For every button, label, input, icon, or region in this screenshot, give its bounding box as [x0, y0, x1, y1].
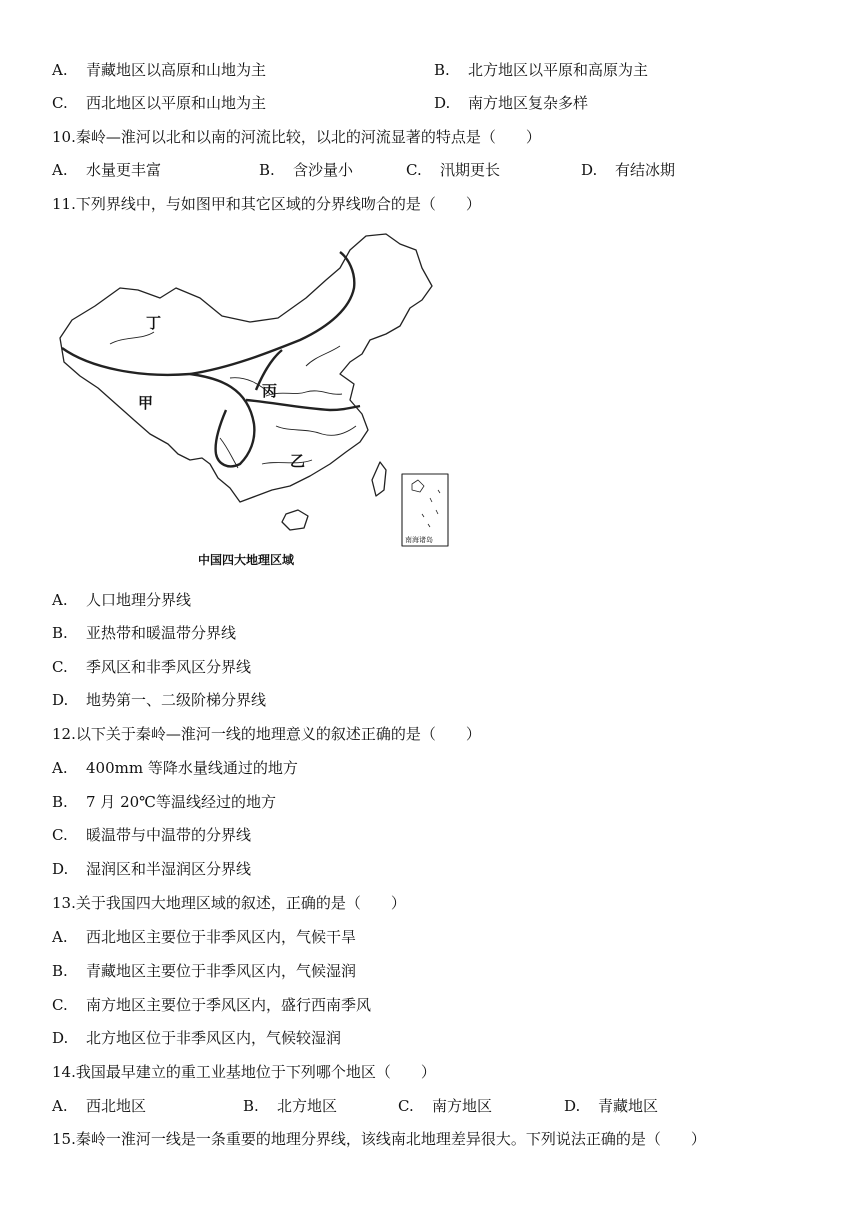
option-text: 汛期更长: [440, 161, 501, 179]
option-text: 北方地区位于非季风区内，气候较湿润: [86, 1029, 342, 1047]
option-label: D.: [52, 1029, 69, 1047]
option-label: A.: [52, 61, 68, 79]
option-label: A.: [52, 928, 68, 946]
region-label-bing: 丙: [262, 382, 278, 400]
q13-stem: 13.关于我国四大地理区域的叙述，正确的是（ ）: [52, 894, 406, 912]
option-label: C.: [52, 996, 68, 1014]
q10-option-c[interactable]: [406, 160, 500, 180]
option-label: A.: [52, 161, 68, 179]
option-label: C.: [52, 826, 68, 844]
boundary-jia-east: [190, 374, 254, 466]
q9-option-d[interactable]: [434, 93, 588, 113]
boundary-qinling-huaihe: [246, 400, 360, 410]
option-text: 暖温带与中温带的分界线: [86, 826, 252, 844]
option-text: 西北地区主要位于非季风区内，气候干旱: [86, 928, 357, 946]
option-text: 西北地区以平原和山地为主: [86, 94, 267, 112]
q13-option-d[interactable]: [52, 1028, 341, 1048]
taiwan-outline: [372, 462, 386, 496]
q12-option-d[interactable]: [52, 859, 251, 879]
option-label: A.: [52, 1097, 68, 1115]
q15-stem: 15.秦岭一淮河一线是一条重要的地理分界线，该线南北地理差异很大。下列说法正确的是（ ）: [52, 1130, 706, 1148]
option-text: 北方地区以平原和高原为主: [468, 61, 649, 79]
option-label: C.: [52, 94, 68, 112]
q13-option-c[interactable]: [52, 995, 371, 1015]
q11-option-d[interactable]: [52, 690, 266, 710]
option-label: B.: [259, 161, 275, 179]
q14-option-a[interactable]: [52, 1096, 146, 1116]
option-label: D.: [434, 94, 451, 112]
q14-option-b[interactable]: [243, 1096, 337, 1116]
option-label: A.: [52, 591, 68, 609]
option-label: B.: [434, 61, 450, 79]
q11-option-b[interactable]: [52, 623, 236, 643]
q11-option-a[interactable]: [52, 590, 191, 610]
china-regions-map: [50, 228, 470, 573]
option-text: 青藏地区: [598, 1097, 659, 1115]
option-text: 南方地区主要位于季风区内，盛行西南季风: [86, 996, 372, 1014]
region-label-yi: 乙: [290, 452, 306, 470]
option-label: B.: [52, 624, 68, 642]
option-text: 人口地理分界线: [86, 591, 192, 609]
q11-option-c[interactable]: [52, 657, 251, 677]
option-label: D.: [52, 860, 69, 878]
region-label-ding: 丁: [146, 314, 162, 332]
option-label: A.: [52, 759, 68, 777]
china-outline: [60, 234, 432, 502]
option-label: C.: [398, 1097, 414, 1115]
q13-option-a[interactable]: [52, 927, 356, 947]
option-label: D.: [564, 1097, 581, 1115]
q9-option-c[interactable]: [52, 93, 266, 113]
option-label: C.: [406, 161, 422, 179]
option-text: 青藏地区以高原和山地为主: [86, 61, 267, 79]
option-text: 北方地区: [277, 1097, 338, 1115]
option-text: 7 月 20℃等温线经过的地方: [86, 793, 276, 811]
q9-option-b[interactable]: [434, 60, 648, 80]
map-caption: 中国四大地理区域: [198, 553, 295, 567]
q10-option-d[interactable]: [581, 160, 675, 180]
option-text: 亚热带和暖温带分界线: [86, 624, 237, 642]
q12-option-b[interactable]: [52, 792, 276, 812]
option-label: B.: [52, 962, 68, 980]
option-text: 季风区和非季风区分界线: [86, 658, 252, 676]
q10-option-b[interactable]: [259, 160, 353, 180]
q11-stem: 11.下列界线中，与如图甲和其它区域的分界线吻合的是（ ）: [52, 195, 481, 213]
option-text: 南方地区复杂多样: [468, 94, 589, 112]
option-text: 青藏地区主要位于非季风区内，气候湿润: [86, 962, 357, 980]
q10-option-a[interactable]: [52, 160, 161, 180]
q12-option-c[interactable]: [52, 825, 251, 845]
option-text: 西北地区: [86, 1097, 147, 1115]
q12-stem: 12.以下关于秦岭—淮河一线的地理意义的叙述正确的是（ ）: [52, 725, 481, 743]
q14-option-c[interactable]: [398, 1096, 492, 1116]
option-text: 地势第一、二级阶梯分界线: [86, 691, 267, 709]
option-label: C.: [52, 658, 68, 676]
q14-stem: 14.我国最早建立的重工业基地位于下列哪个地区（ ）: [52, 1063, 436, 1081]
region-label-jia: 甲: [138, 394, 154, 412]
inset-label: 南海诸岛: [405, 536, 433, 544]
option-text: 含沙量小: [293, 161, 354, 179]
option-text: 水量更丰富: [86, 161, 162, 179]
option-label: D.: [52, 691, 69, 709]
option-text: 南方地区: [432, 1097, 493, 1115]
q10-stem: 10.秦岭—淮河以北和以南的河流比较，以北的河流显著的特点是（ ）: [52, 128, 541, 146]
q12-option-a[interactable]: [52, 758, 298, 778]
hainan-outline: [282, 510, 308, 530]
option-label: D.: [581, 161, 598, 179]
q9-option-a[interactable]: [52, 60, 266, 80]
q13-option-b[interactable]: [52, 961, 356, 981]
option-text: 400mm 等降水量线通过的地方: [86, 759, 298, 777]
option-label: B.: [243, 1097, 259, 1115]
option-text: 湿润区和半湿润区分界线: [86, 860, 252, 878]
option-text: 有结冰期: [615, 161, 676, 179]
option-label: B.: [52, 793, 68, 811]
boundary-ding-jia: [62, 252, 354, 375]
q14-option-d[interactable]: [564, 1096, 658, 1116]
